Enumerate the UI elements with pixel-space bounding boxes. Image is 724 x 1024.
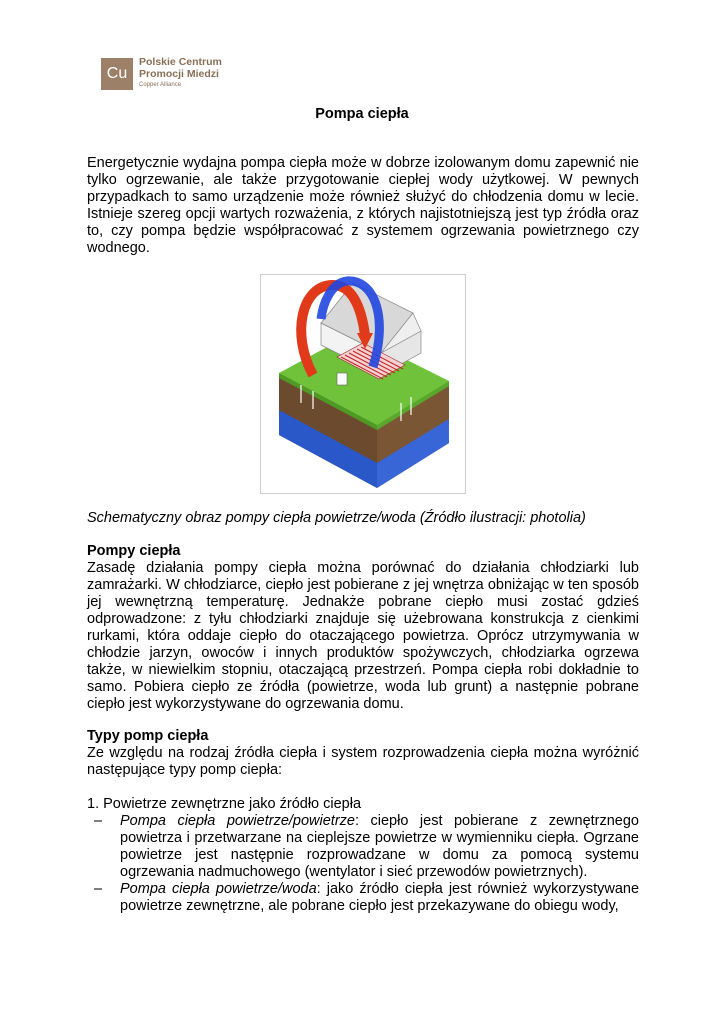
heat-pumps-paragraph: Zasadę działania pompy ciepła można porównać do działania chłodziarki lub zamrażarki. W chłodziarce, ciepło jest pobierane z jej wnętrza obniżając w ten sposób jej wewnętrzną temperaturę. Jednakże pobrane ciepło musi zostać gdzieś odprowadzone: z tyłu chłodziarki znajduje się użebrowana konstrukcja z cienkimi rurkami, która oddaje ciepło do otaczającego powietrza. Oprócz utrzymywania w chłodzie jarzyn, owoców i innych produktów spożywczych, chłodziarka ogrzewa także, w niewielkim stopniu, otaczającą przestrzeń. Pompa ciepła robi dokładnie to samo. Pobiera ciepło ze źródła (powietrze, woda lub grunt) a następnie pobrane ciepło jest wykorzystywane do ogrzewania domu. [87,560,639,712]
document-title: Pompa ciepła [315,106,409,122]
heat-pump-diagram [261,275,465,493]
list-item [120,813,639,881]
logo-line-1: Polskie Centrum [139,56,222,68]
intro-paragraph: Energetycznie wydajna pompa ciepła może w dobrze izolowanym domu zapewnić nie tylko ogrzewanie, ale także przygotowanie ciepłej wody użytkowej. W pewnych przypadkach to samo urządzenie może również służyć do chłodzenia domu w lecie. Istnieje szereg opcji wartych rozważenia, z których najistotniejszą jest typ źródła oraz to, czy pompa będzie współpracować z systemem ogrzewania powietrznego czy wodnego. [87,155,639,256]
heat-pump-illustration [260,274,466,494]
figure-caption: Schematyczny obraz pompy ciepła powietrze/woda (Źródło ilustracji: photolia) [87,510,586,526]
types-paragraph: Ze względu na rodzaj źródła ciepła i system rozprowadzenia ciepła można wyróżnić następujące typy pomp ciepła: [87,745,639,778]
section-heading-heat-pumps: Pompy ciepła [87,543,181,559]
section-heading-types: Typy pomp ciepła [87,728,209,744]
logo-line-2: Promocji Miedzi [139,68,219,80]
list-heading: 1. Powietrze zewnętrzne jako źródło ciepła [87,796,362,812]
list-item-text: : jako źródło ciepła jest również wykorzystywane powietrze zewnętrzne, ale pobrane ciepło jest przekazywane do obiegu wody, [120,881,640,914]
list-item-text: : ciepło jest pobierane z zewnętrznego powietrza i przetwarzane na cieplejsze powietrze w wymienniku ciepła. Ogrzane powietrze jest następnie rozprowadzane w domu za pomocą systemu ogrzewania nadmuchowego (wentylator i sieć przewodów powietrznych). [120,813,639,880]
list-item-term: Pompa ciepła powietrze/woda [120,881,317,897]
logo-mark: Cu [101,58,133,90]
logo-line-3: Copper Alliance [139,82,182,88]
list-dash: – [94,813,103,829]
list-item [120,881,639,915]
company-logo [101,55,241,95]
list-dash: – [94,881,103,897]
list-item-term: Pompa ciepła powietrze/powietrze [120,813,355,829]
